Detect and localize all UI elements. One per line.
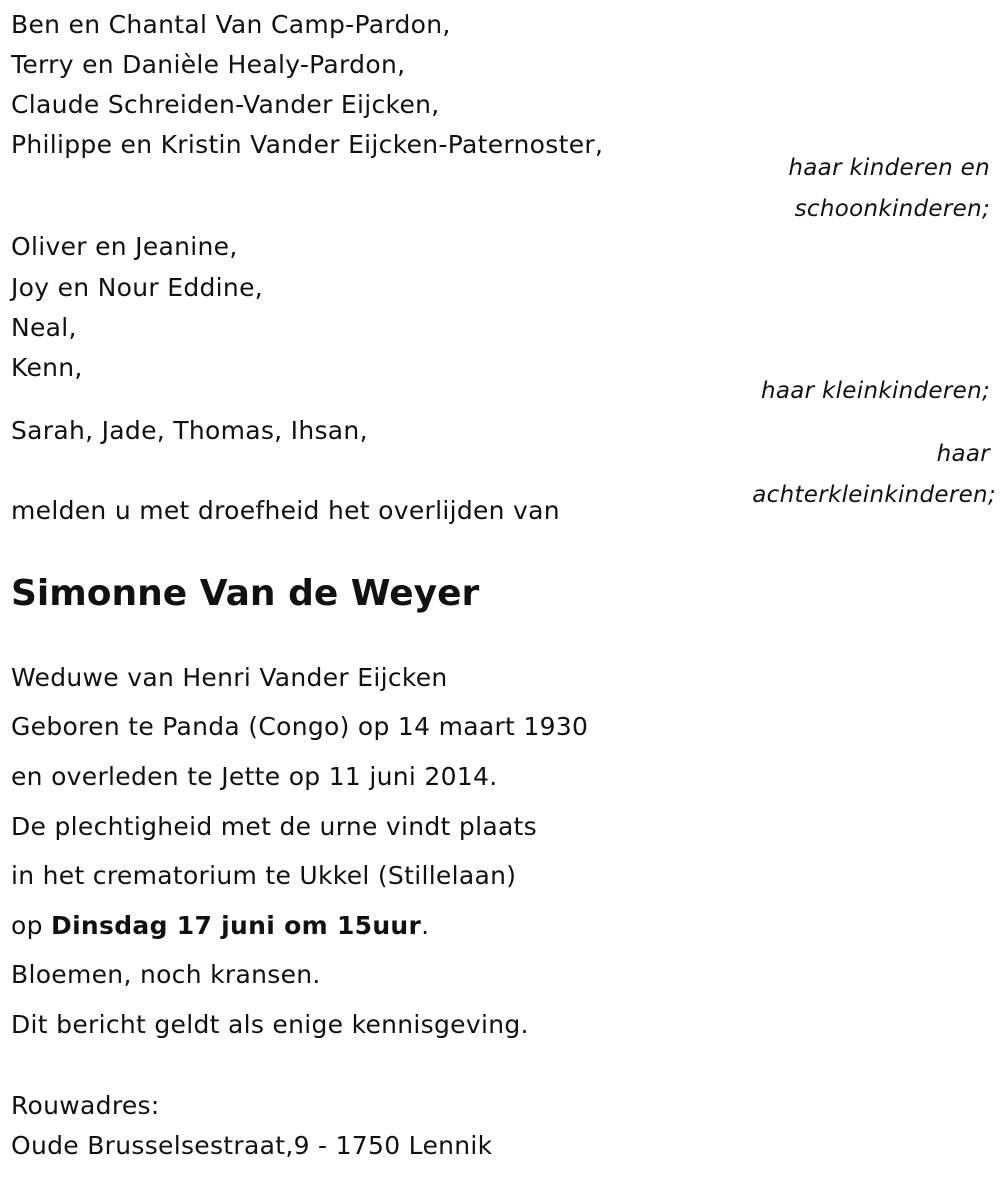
address-value: Oude Brusselsestraat,9 - 1750 Lennik bbox=[11, 1131, 493, 1160]
flowers-line: Bloemen, noch kransen. bbox=[11, 960, 321, 989]
children-role-line-2: schoonkinderen; bbox=[794, 196, 990, 222]
announcement-text: melden u met droefheid het overlijden van bbox=[11, 496, 560, 525]
born-line: Geboren te Panda (Congo) op 14 maart 1930 bbox=[11, 712, 589, 741]
grandchild-line-1: Oliver en Jeanine, bbox=[11, 232, 238, 261]
date-prefix: op bbox=[11, 911, 43, 940]
ceremony-line-2: in het crematorium te Ukkel (Stillelaan) bbox=[11, 861, 517, 890]
child-line-3: Claude Schreiden-Vander Eijcken, bbox=[11, 90, 440, 119]
grandchild-line-3: Neal, bbox=[11, 313, 77, 342]
notice-line: Dit bericht geldt als enige kennisgeving. bbox=[11, 1010, 529, 1039]
deceased-name: Simonne Van de Weyer bbox=[11, 573, 480, 614]
great-grandchildren-role-line-2: achterkleinkinderen; bbox=[752, 482, 996, 508]
died-line: en overleden te Jette op 11 juni 2014. bbox=[11, 762, 498, 791]
grandchild-line-2: Joy en Nour Eddine, bbox=[11, 273, 264, 302]
great-grandchildren-role-line-1: haar bbox=[936, 441, 990, 467]
grandchild-line-4: Kenn, bbox=[11, 353, 83, 382]
children-role-line-1: haar kinderen en bbox=[788, 155, 990, 181]
great-grandchildren-line: Sarah, Jade, Thomas, Ihsan, bbox=[11, 416, 368, 445]
child-line-1: Ben en Chantal Van Camp-Pardon, bbox=[11, 10, 451, 39]
date-suffix: . bbox=[421, 911, 430, 940]
ceremony-line-1: De plechtigheid met de urne vindt plaats bbox=[11, 812, 537, 841]
child-line-4: Philippe en Kristin Vander Eijcken-Paternoster, bbox=[11, 130, 604, 159]
address-label: Rouwadres: bbox=[11, 1091, 160, 1120]
widow-of-line: Weduwe van Henri Vander Eijcken bbox=[11, 663, 448, 692]
ceremony-date: Dinsdag 17 juni om 15uur bbox=[51, 911, 422, 940]
ceremony-date-line bbox=[11, 911, 429, 941]
child-line-2: Terry en Danièle Healy-Pardon, bbox=[11, 50, 406, 79]
grandchildren-role: haar kleinkinderen; bbox=[760, 378, 990, 404]
